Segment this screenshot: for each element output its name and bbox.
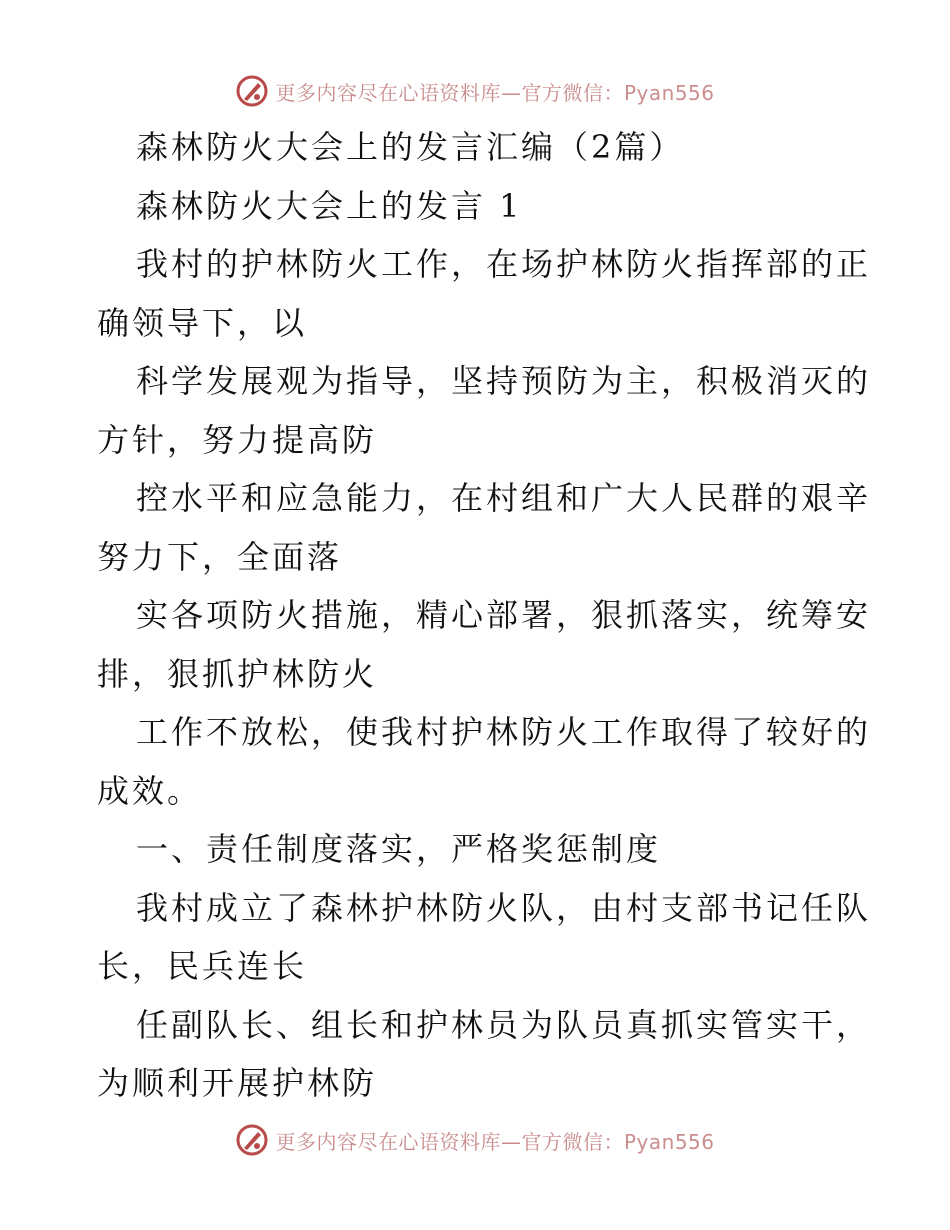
banner-text: 更多内容尽在心语资料库—官方微信：Pyan556 — [275, 80, 715, 105]
paragraph-line: 控水平和应急能力，在村组和广大人民群的艰辛 — [136, 479, 872, 517]
paragraph-line: 确领导下，以 — [97, 303, 308, 342]
paragraph-line: 努力下，全面落 — [97, 537, 343, 576]
document-title: 森林防火大会上的发言汇编（2篇） — [136, 128, 685, 166]
paragraph-line: 科学发展观为指导，坚持预防为主，积极消灭的 — [136, 362, 872, 400]
paragraph-line: 成效。 — [97, 771, 203, 810]
pen-logo-icon — [235, 1123, 269, 1157]
paragraph-line: 我村的护林防火工作，在场护林防火指挥部的正 — [136, 245, 872, 283]
paragraph-line: 方针，努力提高防 — [97, 420, 378, 459]
paragraph-line: 工作不放松，使我村护林防火工作取得了较好的 — [136, 713, 872, 751]
paragraph-line: 任副队长、组长和护林员为队员真抓实管实干， — [136, 1005, 872, 1044]
document-body — [97, 118, 872, 1113]
paragraph-line: 我村成立了森林护林防火队，由村支部书记任队 — [136, 888, 872, 927]
footer-banner — [0, 1120, 950, 1160]
paragraph-line: 排，狠抓护林防火 — [97, 654, 378, 693]
pen-logo-icon — [235, 74, 269, 108]
paragraph-line: 为顺利开展护林防 — [97, 1064, 378, 1102]
paragraph-line: 长，民兵连长 — [97, 947, 308, 985]
section-title: 森林防火大会上的发言 1 — [136, 186, 523, 225]
header-banner — [0, 71, 950, 111]
paragraph-line: 实各项防火措施，精心部署，狠抓落实，统筹安 — [136, 596, 872, 634]
banner-text: 更多内容尽在心语资料库—官方微信：Pyan556 — [275, 1129, 715, 1154]
section-heading: 一、责任制度落实，严格奖惩制度 — [136, 830, 662, 868]
